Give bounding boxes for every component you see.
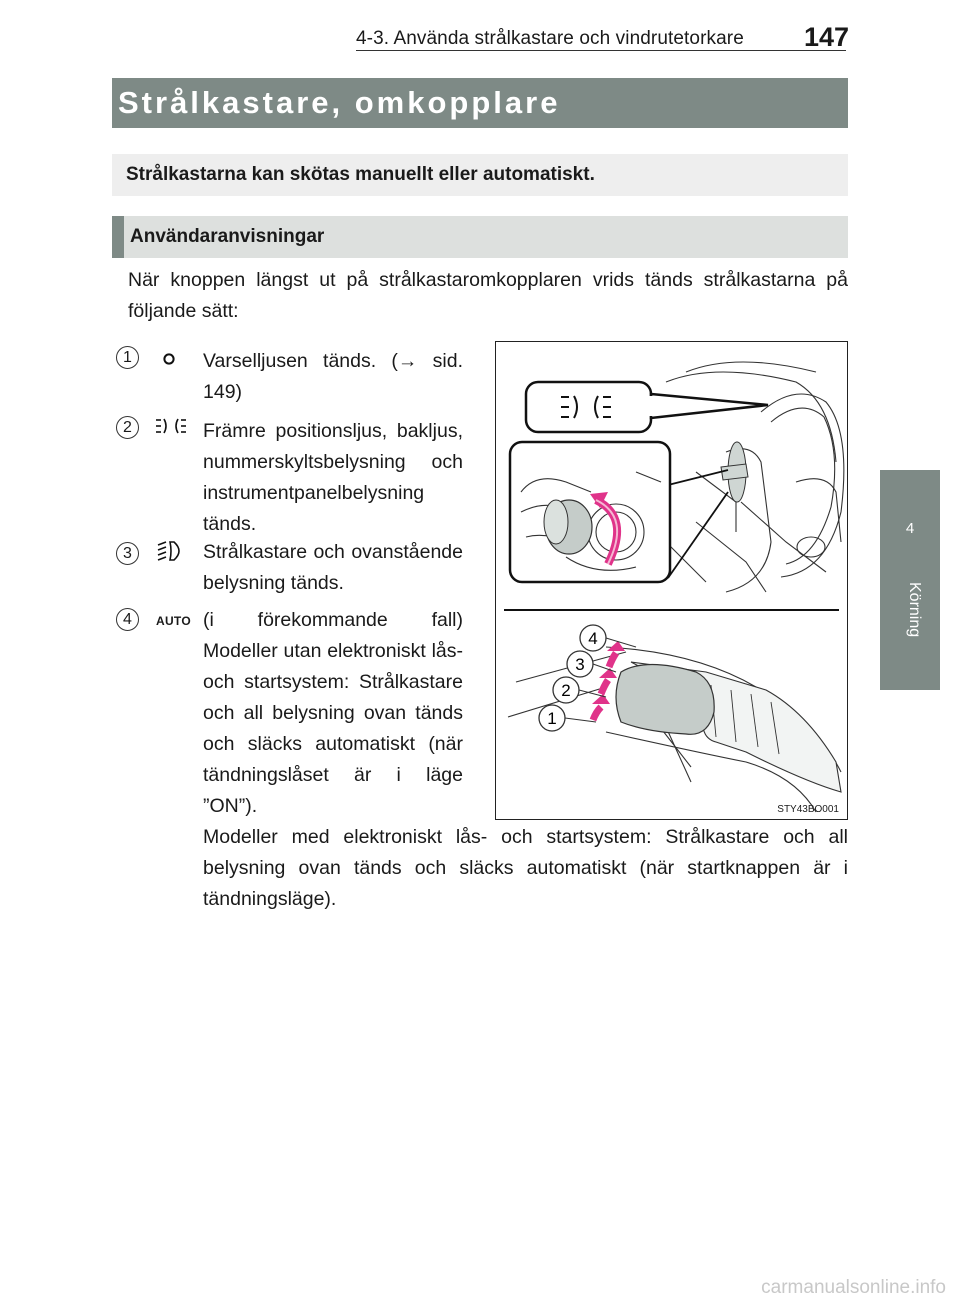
off-circle-icon bbox=[162, 352, 176, 366]
summary-box: Strålkastarna kan skötas manuellt eller automatiskt. bbox=[112, 154, 848, 196]
auto-icon: AUTO bbox=[156, 614, 191, 628]
headlight-switch-figure bbox=[495, 341, 848, 820]
page-title: Strålkastare, omkopplare bbox=[112, 78, 848, 128]
item-text-4: (i förekommande fall) Modeller utan elektroniskt lås- och startsystem: Strålkastare och all belysning ovan tänds och släcks automatiskt (när tändningslåset är i läge ”ON”). bbox=[203, 609, 463, 817]
subheading: Användaranvisningar bbox=[112, 216, 848, 258]
watermark: carmanualsonline.info bbox=[761, 1277, 946, 1298]
callout-4: 4 bbox=[588, 629, 598, 648]
header-rule bbox=[356, 50, 846, 51]
position-light-icon bbox=[155, 416, 187, 436]
item-text-3: Strålkastare och ovanstående belysning tänds. bbox=[203, 541, 463, 594]
chapter-number: 4 bbox=[905, 520, 915, 537]
page-number: 147 bbox=[804, 22, 850, 52]
item-number-3: 3 bbox=[116, 542, 139, 565]
item-number-1: 1 bbox=[116, 346, 139, 369]
item-text-2: Främre positionsljus, bakljus, nummerskyltsbelysning och instrumentpanelbelysning tänds. bbox=[203, 420, 463, 535]
callout-2: 2 bbox=[561, 681, 571, 700]
intro-paragraph: När knoppen längst ut på strålkastaromkopplaren vrids tänds strålkastarna på följande sätt: bbox=[128, 269, 848, 322]
chapter-label: Körning bbox=[906, 582, 923, 638]
extra-paragraph: Modeller med elektroniskt lås- och startsystem: Strålkastare och all belysning ovan tänds och släcks automatiskt (när startknappen är i tändningsläge). bbox=[203, 826, 848, 910]
header-section-title: 4-3. Använda strålkastare och vindrutetorkare bbox=[356, 28, 744, 49]
callout-1: 1 bbox=[547, 709, 557, 728]
chapter-side-tab bbox=[880, 470, 940, 690]
item-text-1: Varselljusen tänds. (→ sid. 149) bbox=[203, 350, 463, 403]
figure-code: STY43BO001 bbox=[777, 804, 839, 815]
figure-illustration bbox=[496, 342, 847, 819]
callout-3: 3 bbox=[575, 655, 585, 674]
headlight-icon bbox=[157, 540, 185, 562]
item-number-2: 2 bbox=[116, 416, 139, 439]
item-number-4: 4 bbox=[116, 608, 139, 631]
